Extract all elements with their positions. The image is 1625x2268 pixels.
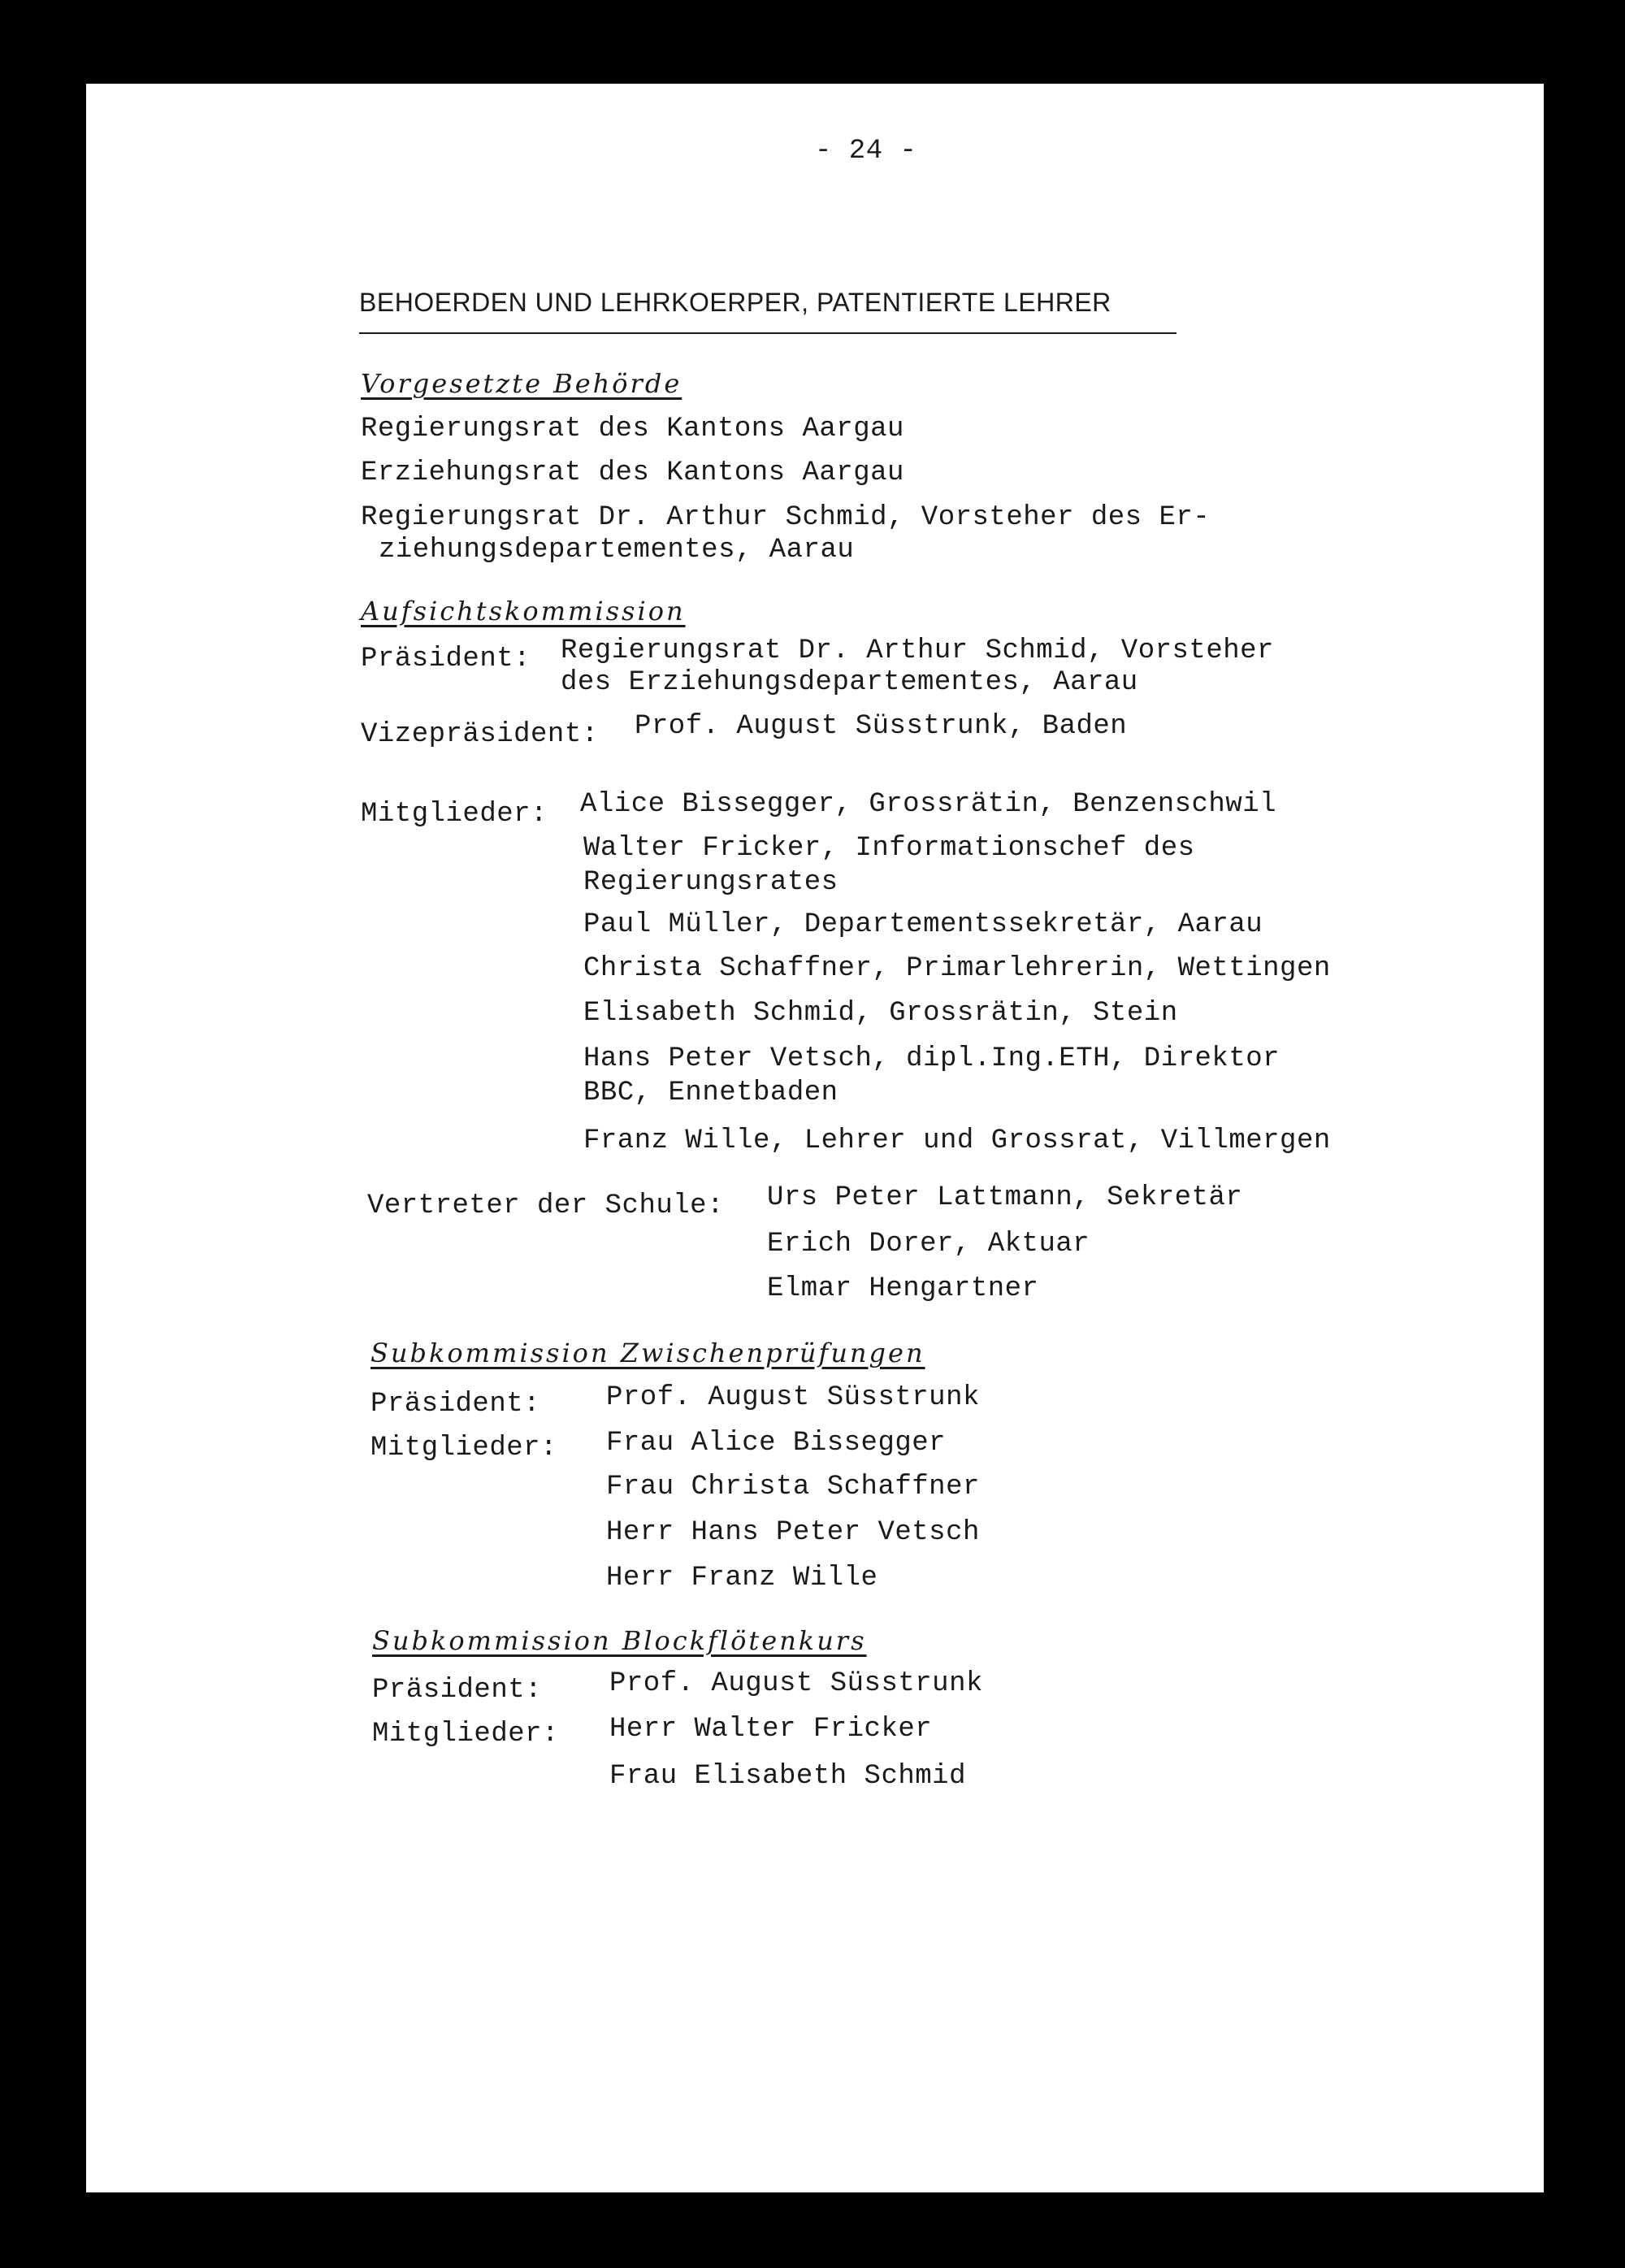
mitglied: Hans Peter Vetsch, dipl.Ing.ETH, Direktor: [583, 1043, 1280, 1074]
vertreter: Elmar Hengartner: [767, 1273, 1039, 1304]
page-heading: BEHOERDEN UND LEHRKOERPER, PATENTIERTE LEHRER: [359, 288, 1112, 317]
mitglieder-label: Mitglieder:: [370, 1433, 557, 1464]
mitglied: Paul Müller, Departementssekretär, Aarau: [583, 909, 1263, 940]
section-title-block: Subkommission Blockflötenkurs: [372, 1625, 867, 1656]
section-title-aufsicht: Aufsichtskommission: [361, 596, 686, 627]
mitglied: Alice Bissegger, Grossrätin, Benzenschwil: [580, 789, 1277, 820]
praesident-value: des Erziehungsdepartementes, Aarau: [561, 667, 1138, 698]
mitglied: Herr Franz Wille: [606, 1563, 878, 1594]
mitglied: Frau Elisabeth Schmid: [609, 1761, 966, 1792]
mitglied: Regierungsrates: [583, 867, 838, 898]
mitglied: Herr Walter Fricker: [609, 1714, 933, 1745]
vertreter: Urs Peter Lattmann, Sekretär: [767, 1182, 1243, 1213]
text-line: Regierungsrat Dr. Arthur Schmid, Vorsteher des Er-: [361, 502, 1211, 533]
mitglied: Franz Wille, Lehrer und Grossrat, Villmergen: [583, 1125, 1331, 1156]
vize-label: Vizepräsident:: [361, 719, 599, 750]
heading-rule: [359, 332, 1176, 334]
praesident-value: Prof. August Süsstrunk: [609, 1668, 983, 1699]
text-line: ziehungsdepartementes, Aarau: [379, 535, 855, 566]
text-line: Erziehungsrat des Kantons Aargau: [361, 458, 904, 488]
praesident-value: Prof. August Süsstrunk: [606, 1382, 980, 1413]
praesident-label: Präsident:: [372, 1675, 543, 1706]
vertreter-label: Vertreter der Schule:: [367, 1190, 724, 1221]
text-line: Regierungsrat des Kantons Aargau: [361, 414, 904, 444]
praesident-label: Präsident:: [361, 644, 531, 674]
vize-value: Prof. August Süsstrunk, Baden: [635, 711, 1128, 742]
page-number: - 24 -: [815, 136, 917, 167]
mitglieder-label: Mitglieder:: [372, 1719, 559, 1750]
mitglied: Elisabeth Schmid, Grossrätin, Stein: [583, 998, 1178, 1029]
vertreter: Erich Dorer, Aktuar: [767, 1229, 1090, 1260]
mitglied: Frau Alice Bissegger: [606, 1428, 947, 1459]
praesident-label: Präsident:: [370, 1389, 541, 1420]
mitglied: Walter Fricker, Informationschef des: [583, 833, 1195, 864]
mitglied: Frau Christa Schaffner: [606, 1472, 980, 1503]
mitglied: Herr Hans Peter Vetsch: [606, 1517, 980, 1548]
section-title-zwischen: Subkommission Zwischenprüfungen: [370, 1338, 925, 1368]
section-title-vorgesetzte: Vorgesetzte Behörde: [361, 368, 682, 399]
mitglied: BBC, Ennetbaden: [583, 1078, 838, 1108]
mitglieder-label: Mitglieder:: [361, 799, 548, 830]
mitglied: Christa Schaffner, Primarlehrerin, Wettingen: [583, 953, 1331, 984]
praesident-value: Regierungsrat Dr. Arthur Schmid, Vorsteher: [561, 635, 1274, 666]
